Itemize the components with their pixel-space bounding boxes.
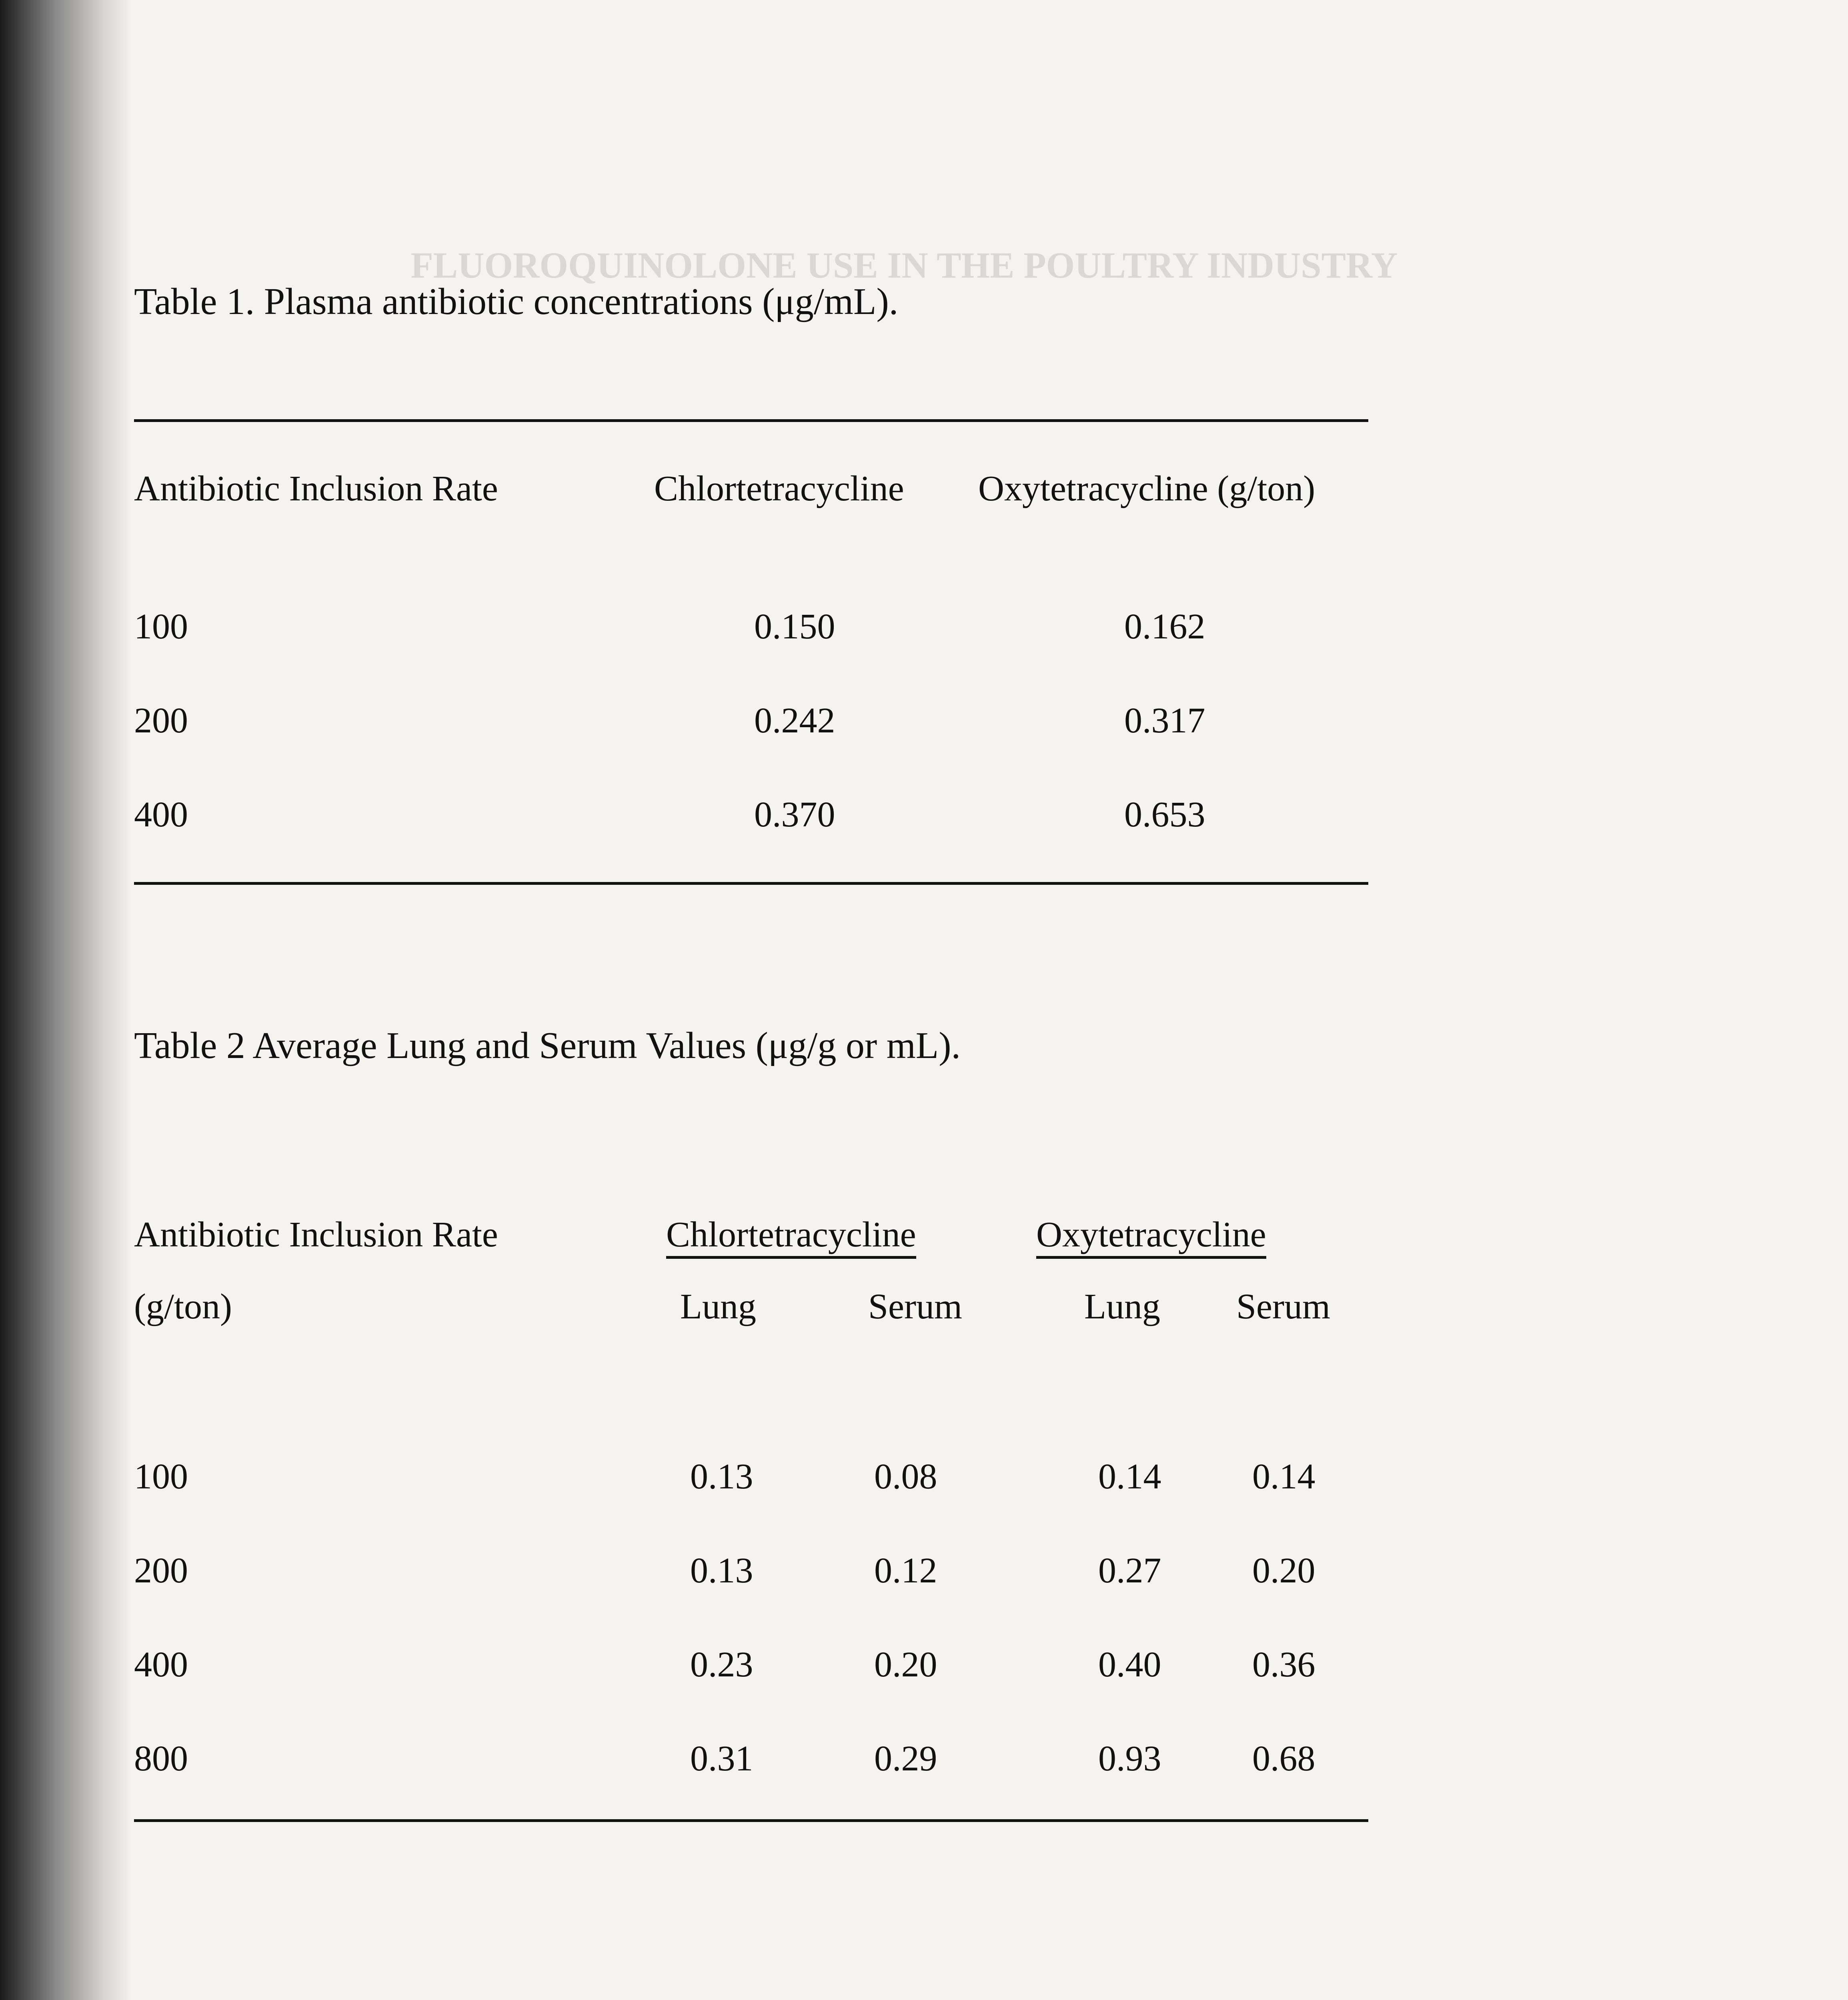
table2-cell-otc-serum: 0.20 xyxy=(1252,1551,1315,1590)
table1-cell-chlortetracycline: 0.150 xyxy=(754,607,835,646)
table1-header-oxytetracycline: Oxytetracycline (g/ton) xyxy=(978,469,1315,508)
show-through-text-1 xyxy=(120,468,1688,884)
table2-cell-ctc-lung: 0.31 xyxy=(690,1739,753,1778)
table2-cell-rate: 100 xyxy=(134,1457,188,1496)
table2-cell-otc-lung: 0.93 xyxy=(1098,1739,1161,1778)
table1-cell-chlortetracycline: 0.370 xyxy=(754,795,835,834)
table1-cell-oxytetracycline: 0.162 xyxy=(1124,607,1205,646)
table1-caption: Table 1. Plasma antibiotic concentrations (μg/mL). xyxy=(134,281,899,322)
table1-cell-rate: 100 xyxy=(134,607,188,646)
table2-cell-otc-lung: 0.27 xyxy=(1098,1551,1161,1590)
table2-bottom-rule xyxy=(134,1819,1368,1822)
table2-cell-ctc-serum: 0.29 xyxy=(874,1739,937,1778)
show-through-title: FLUOROQUINOLONE USE IN THE POULTRY INDUSTRY xyxy=(410,245,1398,286)
table2-cell-ctc-serum: 0.12 xyxy=(874,1551,937,1590)
table2-cell-otc-serum: 0.14 xyxy=(1252,1457,1315,1496)
table1-cell-oxytetracycline: 0.317 xyxy=(1124,701,1205,740)
table2-cell-rate: 800 xyxy=(134,1739,188,1778)
table2-header-oxytetracycline: Oxytetracycline xyxy=(1036,1214,1266,1259)
table2-cell-ctc-lung: 0.13 xyxy=(690,1551,753,1590)
table1-bottom-rule xyxy=(134,882,1368,885)
table2-header-units: (g/ton) xyxy=(134,1287,232,1326)
table1-top-rule xyxy=(134,419,1368,422)
table2-cell-rate: 200 xyxy=(134,1551,188,1590)
table2-header-serum: Serum xyxy=(1236,1287,1330,1326)
table2-cell-otc-serum: 0.36 xyxy=(1252,1645,1315,1684)
table2-cell-ctc-lung: 0.13 xyxy=(690,1457,753,1496)
table2-cell-otc-lung: 0.40 xyxy=(1098,1645,1161,1684)
table2-header-lung: Lung xyxy=(1084,1287,1160,1326)
table2-cell-otc-lung: 0.14 xyxy=(1098,1457,1161,1496)
table1-header-rate: Antibiotic Inclusion Rate xyxy=(134,469,498,508)
table2-cell-ctc-lung: 0.23 xyxy=(690,1645,753,1684)
book-binding-shadow xyxy=(0,0,132,2000)
table2-caption: Table 2 Average Lung and Serum Values (μg/g or mL). xyxy=(134,1025,961,1066)
table2-header-chlortetracycline: Chlortetracycline xyxy=(666,1214,916,1259)
table2-cell-ctc-serum: 0.08 xyxy=(874,1457,937,1496)
table2-cell-ctc-serum: 0.20 xyxy=(874,1645,937,1684)
table2-header-serum: Serum xyxy=(868,1287,962,1326)
table2-header-rate: Antibiotic Inclusion Rate xyxy=(134,1215,498,1254)
table1-header-chlortetracycline: Chlortetracycline xyxy=(654,469,904,508)
table1-cell-chlortetracycline: 0.242 xyxy=(754,701,835,740)
table2-cell-otc-serum: 0.68 xyxy=(1252,1739,1315,1778)
table1-cell-oxytetracycline: 0.653 xyxy=(1124,795,1205,834)
table1-cell-rate: 200 xyxy=(134,701,188,740)
table1-cell-rate: 400 xyxy=(134,795,188,834)
table2-header-lung: Lung xyxy=(680,1287,756,1326)
table2-cell-rate: 400 xyxy=(134,1645,188,1684)
